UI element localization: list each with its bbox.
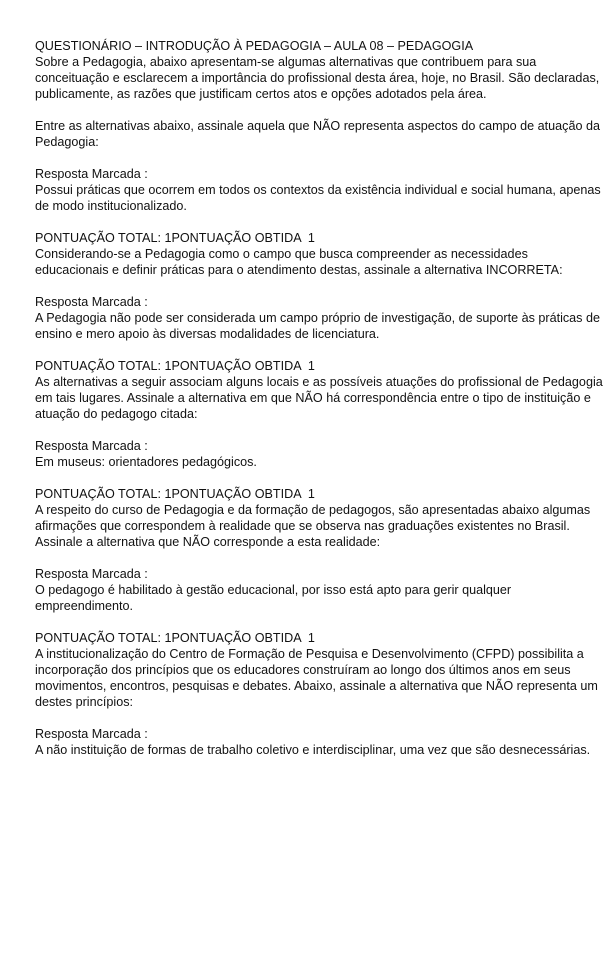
answer-text: O pedagogo é habilitado à gestão educacional, por isso está apto para gerir qualquer empreendimento. (35, 583, 512, 613)
spacer (35, 102, 603, 118)
answer-text: Em museus: orientadores pedagógicos. (35, 455, 257, 469)
question-block (35, 486, 603, 614)
score-line: PONTUAÇÃO TOTAL: 1PONTUAÇÃO OBTIDA 1 (35, 231, 315, 245)
question-block (35, 630, 603, 758)
quiz-document (35, 38, 603, 758)
intro-paragraph: Sobre a Pedagogia, abaixo apresentam-se algumas alternativas que contribuem para sua conceituação e esclarecem a importância do profissional desta área, hoje, no Brasil. São declaradas, publicamente, as razões que justificam certos atos e opções adotados pela área. (35, 55, 600, 101)
question-text: As alternativas a seguir associam alguns locais e as possíveis atuações do profissional de Pedagogia em tais lugares. Assinale a alternativa em que NÃO há correspondência entre o tipo de instituição e atuação do pedagogo citada: (35, 375, 603, 421)
document-title: QUESTIONÁRIO – INTRODUÇÃO À PEDAGOGIA – AULA 08 – PEDAGOGIA (35, 39, 474, 53)
score-line: PONTUAÇÃO TOTAL: 1PONTUAÇÃO OBTIDA 1 (35, 487, 315, 501)
answer-label: Resposta Marcada : (35, 727, 148, 741)
answer-label: Resposta Marcada : (35, 567, 148, 581)
answer-label: Resposta Marcada : (35, 167, 148, 181)
question-text: A respeito do curso de Pedagogia e da formação de pedagogos, são apresentadas abaixo algumas afirmações que correspondem à realidade que se observa nas graduações existentes no Brasil. Assinale a alternativa que NÃO corresponde a esta realidade: (35, 503, 591, 549)
question-block (35, 358, 603, 470)
answer-label: Resposta Marcada : (35, 295, 148, 309)
spacer (35, 278, 603, 294)
question-text: A institucionalização do Centro de Formação de Pesquisa e Desenvolvimento (CFPD) possibilita a incorporação dos princípios que os educadores construíram ao longo dos últimos anos em seus movimentos, encontros, pesquisas e debates. Abaixo, assinale a alternativa que NÃO representa um destes princípios: (35, 647, 598, 709)
answer-text: A Pedagogia não pode ser considerada um campo próprio de investigação, de suporte às práticas de ensino e mero apoio às diversas modalidades de licenciatura. (35, 311, 600, 341)
spacer (35, 150, 603, 166)
answer-text: Possui práticas que ocorrem em todos os contextos da existência individual e social humana, apenas de modo institucionalizado. (35, 183, 601, 213)
score-line: PONTUAÇÃO TOTAL: 1PONTUAÇÃO OBTIDA 1 (35, 631, 315, 645)
answer-label: Resposta Marcada : (35, 439, 148, 453)
question-text: Considerando-se a Pedagogia como o campo que busca compreender as necessidades educacionais e definir práticas para o atendimento destas, assinale a alternativa INCORRETA: (35, 247, 563, 277)
answer-text: A não instituição de formas de trabalho coletivo e interdisciplinar, uma vez que são desnecessárias. (35, 743, 591, 757)
score-line: PONTUAÇÃO TOTAL: 1PONTUAÇÃO OBTIDA 1 (35, 359, 315, 373)
spacer (35, 710, 603, 726)
question-block (35, 118, 603, 214)
question-block (35, 230, 603, 342)
spacer (35, 550, 603, 566)
spacer (35, 422, 603, 438)
question-text: Entre as alternativas abaixo, assinale aquela que NÃO representa aspectos do campo de atuação da Pedagogia: (35, 119, 600, 149)
